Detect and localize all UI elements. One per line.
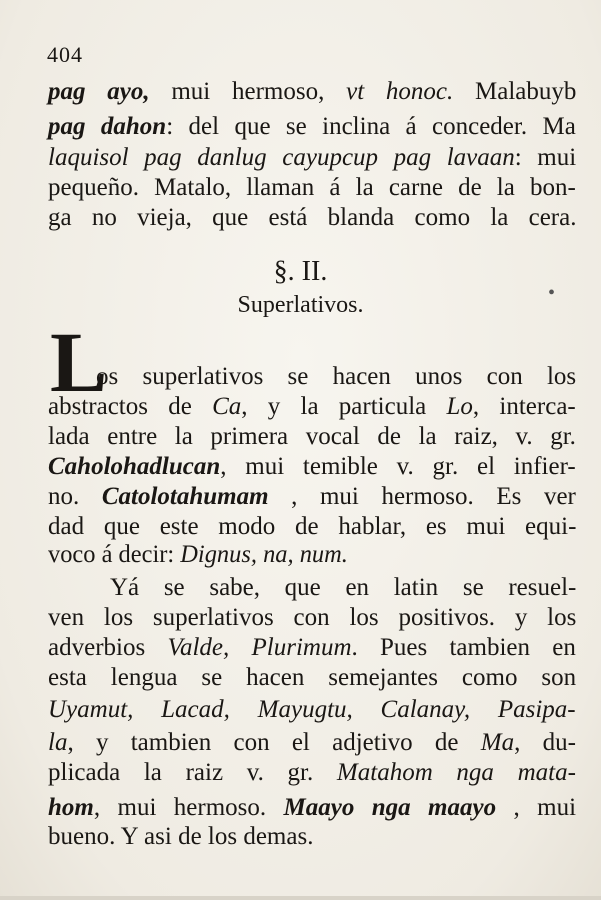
text-run: esta lengua se hacen semejantes como son <box>48 664 577 691</box>
text-line <box>48 77 576 107</box>
text-run: Catolotahumam <box>101 483 269 510</box>
text-line <box>48 793 576 823</box>
text-run: vt honoc. <box>346 78 475 105</box>
text-run: , interca- <box>472 393 576 420</box>
text-run: laquisol pag danlug cayupcup pag lavaan <box>48 144 515 171</box>
text-line <box>48 695 576 725</box>
text-run: , llaman á la carne de la bon- <box>224 174 576 201</box>
text-line <box>48 452 576 482</box>
text-run: pag dahon <box>48 113 167 140</box>
text-run: dad que este modo de hablar, es mui equi- <box>48 513 577 540</box>
text-run: abstractos de <box>48 393 213 420</box>
text-run: pag ayo, <box>48 78 150 105</box>
text-run: , y la particula <box>241 393 447 420</box>
text-line <box>48 392 576 422</box>
text-run: Ma <box>480 729 515 756</box>
text-run: ven los superlativos con los positivos. y los <box>48 604 577 631</box>
text-line <box>48 822 313 852</box>
text-run: Dignus, na, num. <box>180 541 348 568</box>
text-run: Uyamut, Lacad, Mayugtu, Calanay, Pasipa- <box>48 696 576 723</box>
text-run: la <box>48 729 68 756</box>
text-run: , y tambien con el adjetivo de <box>67 729 481 756</box>
text-line <box>48 143 576 173</box>
text-run: voco á decir: <box>48 541 181 568</box>
text-run: : mui <box>514 144 577 171</box>
text-line <box>48 540 348 570</box>
text-run: pequeño. Matalo <box>48 174 225 201</box>
text-line <box>96 362 576 392</box>
text-run: mui hermoso, <box>149 78 347 105</box>
text-run: lada entre la primera vocal de la raiz, v. gr. <box>48 423 576 450</box>
text-line <box>48 603 576 633</box>
text-run: hom <box>48 794 94 821</box>
text-line <box>110 573 576 603</box>
text-run: adverbios <box>48 634 168 661</box>
text-run: bueno. Y asi de los demas. <box>48 823 314 850</box>
page-edge <box>0 896 601 900</box>
text-run: ga no vieja, que está blanda como la cera. <box>48 204 577 231</box>
text-line <box>48 203 576 233</box>
text-run: , mui temible v. gr. el infier- <box>220 453 576 480</box>
section-mark: §. II. <box>273 256 328 287</box>
text-run: . Pues tambien en <box>351 634 576 661</box>
page-number: 404 <box>47 42 83 67</box>
text-run: , du- <box>514 729 576 756</box>
text-line <box>48 512 576 542</box>
text-line <box>48 482 576 512</box>
text-run: no. <box>48 483 102 510</box>
text-run: , mui <box>496 794 577 821</box>
text-run: Malabuyb <box>475 78 577 105</box>
text-line <box>48 173 576 203</box>
text-run: Lo <box>446 393 473 420</box>
text-line <box>48 112 576 142</box>
text-line <box>48 663 576 693</box>
text-run: Caholohadlucan <box>48 453 221 480</box>
text-run: , mui hermoso. <box>93 794 284 821</box>
text-run: Valde, Plurimum <box>167 634 352 661</box>
text-run: : del que se inclina á conceder. Ma <box>166 113 576 140</box>
text-run: os superlativos se hacen unos con los <box>96 363 577 390</box>
text-run: Ca <box>212 393 242 420</box>
text-line <box>48 422 576 452</box>
text-run: Maayo nga maayo <box>283 794 497 821</box>
text-run: Yá se sabe, que en latin se resuel- <box>110 574 577 601</box>
text-run: Matahom nga mata- <box>336 759 576 786</box>
text-run: plicada la raiz v. gr. <box>48 759 337 786</box>
text-line <box>48 758 576 788</box>
text-run: , mui hermoso. Es ver <box>268 483 576 510</box>
ink-speck: • <box>548 282 556 304</box>
text-line <box>48 728 576 758</box>
drop-cap: L <box>50 314 108 410</box>
text-line <box>48 633 576 663</box>
section-title: Superlativos. <box>237 292 364 318</box>
